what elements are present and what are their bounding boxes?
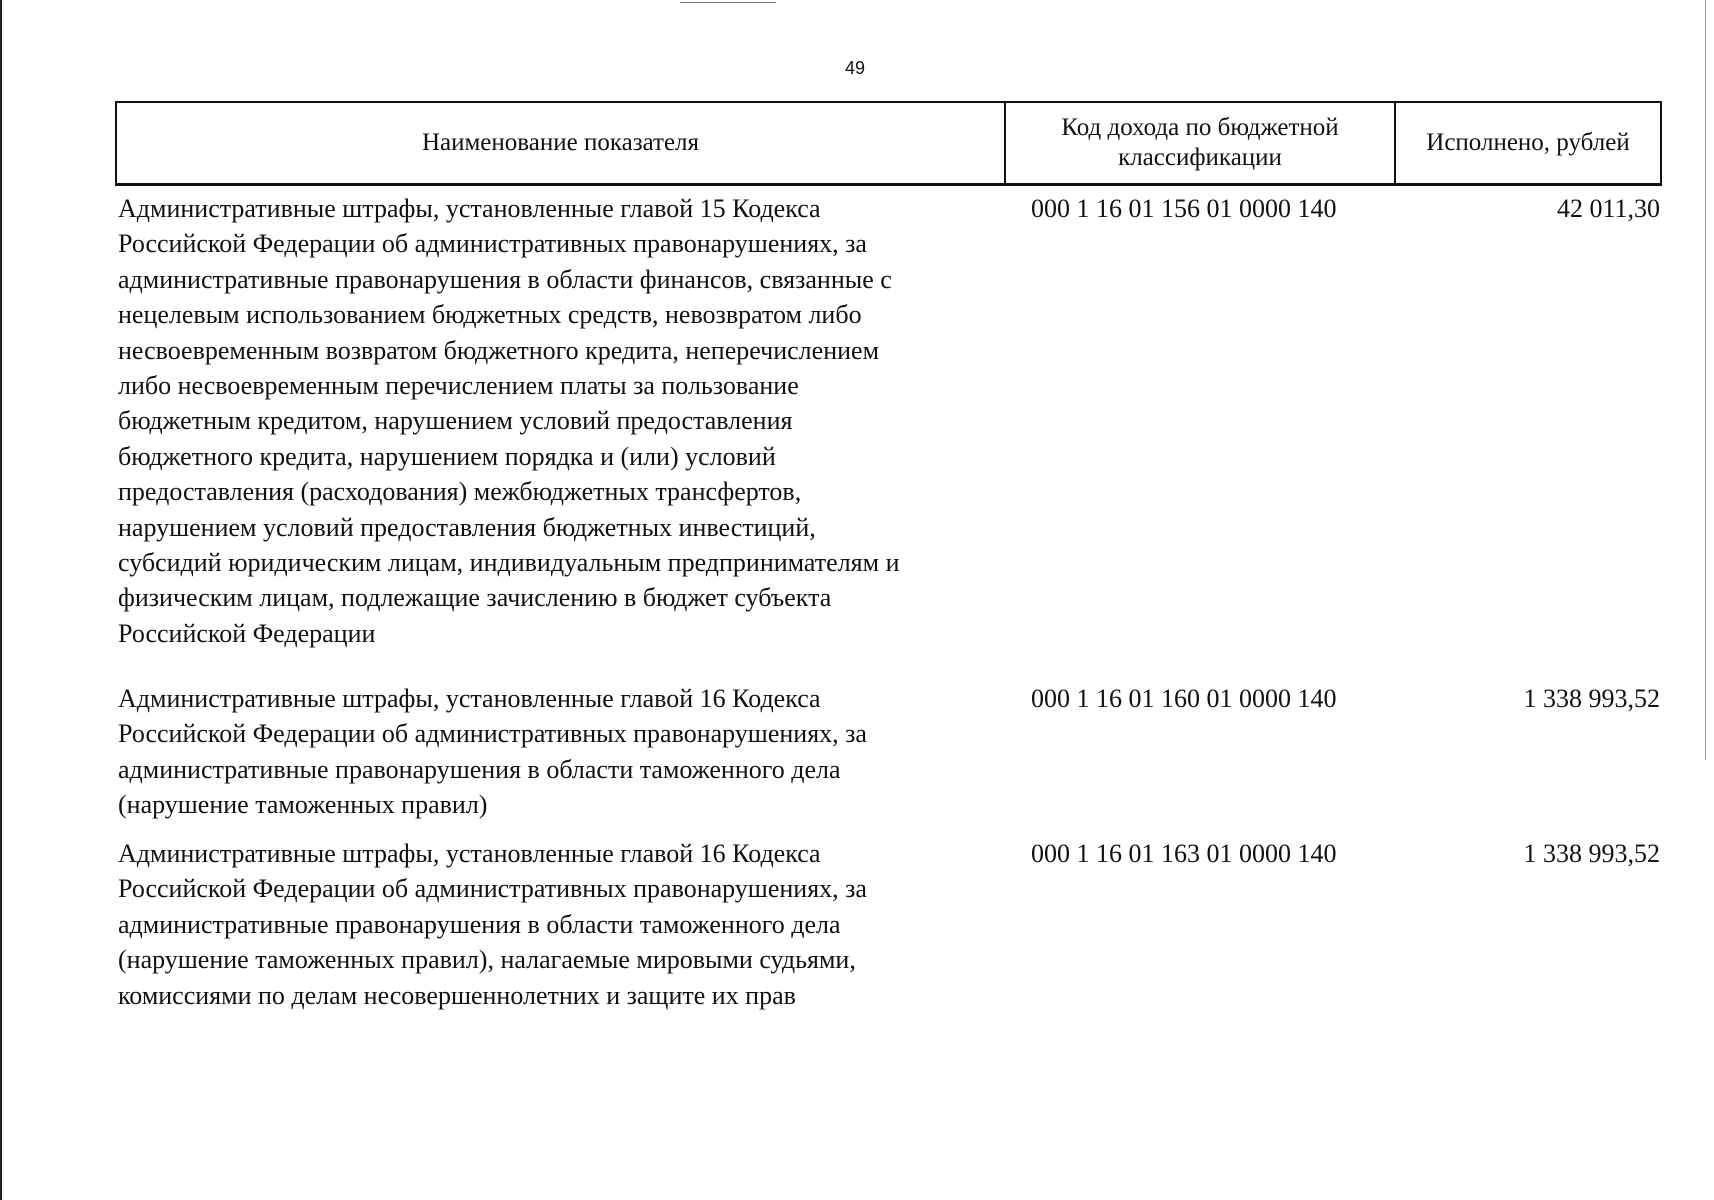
scan-top-mark [680, 2, 776, 3]
row-name-line: бюджетным кредитом, нарушением условий предоставления [118, 406, 793, 436]
table-header [115, 101, 1662, 186]
row-amount: 1 338 993,52 [1523, 684, 1660, 713]
row-name-line: (нарушение таможенных правил) [118, 790, 488, 820]
row-name-line: Административные штрафы, установленные главой 15 Кодекса [118, 194, 821, 223]
row-amount: 42 011,30 [1556, 194, 1660, 223]
row-name-line: несвоевременным возвратом бюджетного кредита, неперечислением [118, 335, 880, 365]
row-name-line: комиссиями по делам несовершеннолетних и защите их прав [118, 980, 796, 1010]
row-amount: 1 338 993,52 [1523, 839, 1660, 868]
row-name-line: Российской Федерации [118, 618, 376, 648]
row-name-line: административные правонарушения в области таможенного дела [118, 909, 841, 939]
header-amount: Исполнено, рублей [1426, 129, 1630, 156]
row-name-line: субсидий юридическим лицам, индивидуальным предпринимателям и [118, 548, 900, 578]
row-name [118, 191, 1008, 651]
page-number: 49 [844, 58, 866, 78]
row-name-line: административные правонарушения в области таможенного дела [118, 754, 841, 784]
header-code: Код дохода по бюджетной классификации [1006, 103, 1396, 183]
row-name-line: Административные штрафы, установленные главой 16 Кодекса [118, 684, 821, 713]
row-name-line: физическим лицам, подлежащие зачислению в бюджет субъекта [118, 583, 832, 613]
row-code: 000 1 16 01 156 01 0000 140 [1031, 194, 1337, 223]
row-name-line: административные правонарушения в области финансов, связанные с [118, 264, 892, 294]
row-name-line: Российской Федерации об административных правонарушениях, за [118, 719, 867, 749]
row-name-line: Российской Федерации об административных правонарушениях, за [118, 874, 867, 904]
row-name [118, 681, 1008, 823]
row-name-line: нарушением условий предоставления бюджетных инвестиций, [118, 512, 816, 542]
row-name [118, 836, 1008, 1013]
row-name-line: либо несвоевременным перечислением платы за пользование [118, 371, 799, 401]
row-name-line: Административные штрафы, установленные главой 16 Кодекса [118, 839, 821, 868]
row-name-line: предоставления (расходования) межбюджетных трансфертов, [118, 477, 802, 507]
scan-edge-left [0, 0, 2, 1200]
row-code: 000 1 16 01 163 01 0000 140 [1031, 839, 1337, 868]
row-name-line: бюджетного кредита, нарушением порядка и (или) условий [118, 441, 776, 471]
header-name: Наименование показателя [117, 103, 1006, 183]
row-name-line: нецелевым использованием бюджетных средств, невозвратом либо [118, 300, 862, 330]
row-name-line: (нарушение таможенных правил), налагаемые мировыми судьями, [118, 945, 856, 975]
row-name-line: Российской Федерации об административных правонарушениях, за [118, 229, 867, 259]
scan-edge-right [1705, 0, 1706, 760]
row-code: 000 1 16 01 160 01 0000 140 [1031, 684, 1337, 713]
